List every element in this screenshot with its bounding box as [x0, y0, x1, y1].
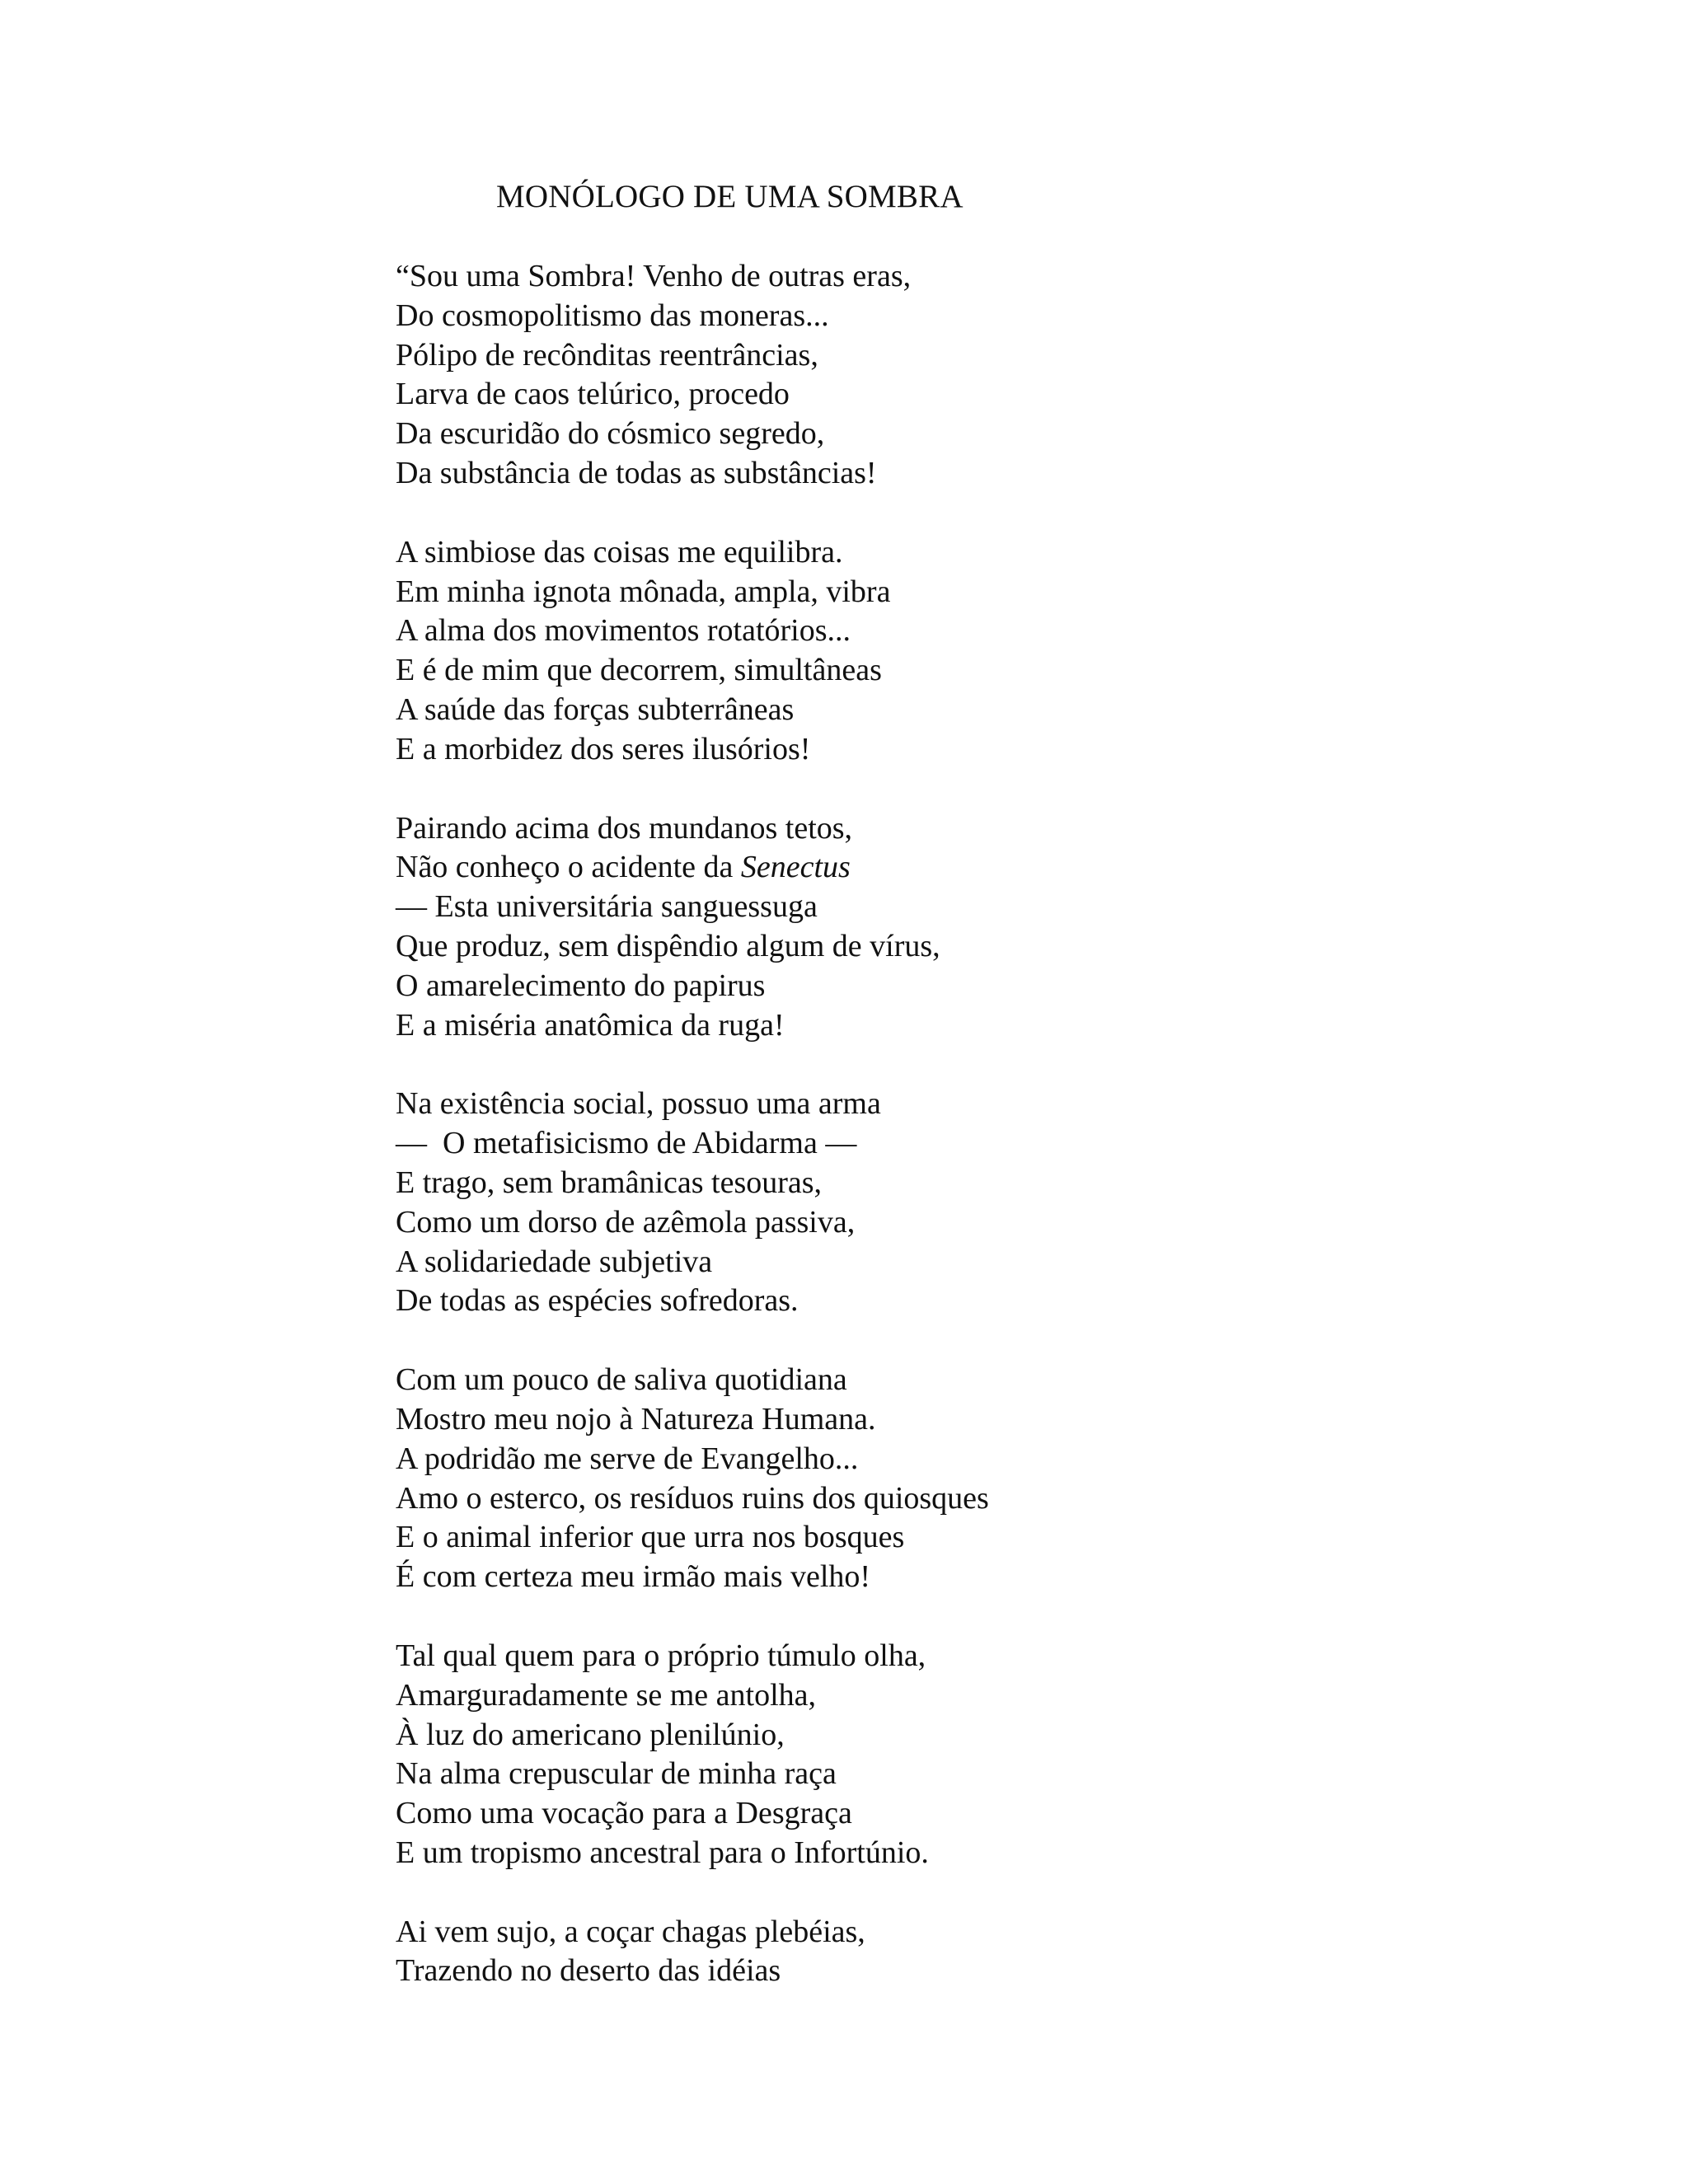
stanza-1 [396, 257, 1550, 494]
poem-line: A podridão me serve de Evangelho... [396, 1441, 859, 1476]
poem-line: Com um pouco de saliva quotidiana [396, 1362, 847, 1398]
poem-line: — Esta universitária sanguessuga [396, 889, 818, 925]
poem-line: E a morbidez dos seres ilusórios! [396, 731, 811, 766]
poem-line: Em minha ignota mônada, ampla, vibra [396, 574, 891, 609]
poem-line: A solidariedade subjetiva [396, 1244, 713, 1279]
poem-line: Mostro meu nojo à Natureza Humana. [396, 1401, 876, 1436]
poem-line: Amo o esterco, os resíduos ruins dos quiosques [396, 1480, 989, 1516]
poem-line: Na existência social, possuo uma arma [396, 1086, 881, 1122]
poem-line: Como uma vocação para a Desgraça [396, 1796, 852, 1831]
poem-line: Da escuridão do cósmico segredo, [396, 416, 825, 452]
stanza-6 [396, 1637, 1550, 1873]
poem-line: Tal qual quem para o próprio túmulo olha, [396, 1638, 926, 1673]
poem-line: A saúde das forças subterrâneas [396, 691, 795, 727]
poem-line: E o animal inferior que urra nos bosques [396, 1520, 905, 1555]
italic-word: Senectus [740, 850, 851, 885]
poem-line: A alma dos movimentos rotatórios... [396, 613, 851, 649]
poem-line: “Sou uma Sombra! Venho de outras eras, [396, 259, 912, 293]
poem-line: Trazendo no deserto das idéias [396, 1953, 781, 1989]
poem-line: O amarelecimento do papirus [396, 968, 766, 1003]
poem-line: A simbiose das coisas me equilibra. [396, 534, 843, 569]
poem-line: Que produz, sem dispêndio algum de vírus, [396, 928, 940, 963]
poem-body [396, 257, 1550, 2031]
poem-line: E é de mim que decorrem, simultâneas [396, 653, 882, 688]
poem-line: Como um dorso de azêmola passiva, [396, 1204, 856, 1240]
poem-line: Pairando acima dos mundanos tetos, [396, 810, 853, 846]
poem-line [396, 848, 1550, 888]
poem-line: Amarguradamente se me antolha, [396, 1677, 816, 1713]
poem-line: — O metafisicismo de Abidarma — [396, 1126, 857, 1161]
poem-line: Do cosmopolitismo das moneras... [396, 298, 829, 333]
poem-line: Na alma crepuscular de minha raça [396, 1756, 837, 1792]
poem-line-text: Não conheço o acidente da [396, 850, 741, 885]
poem-line: À luz do americano plenilúnio, [396, 1717, 785, 1752]
stanza-2 [396, 533, 1550, 770]
poem-line: Larva de caos telúrico, procedo [396, 377, 790, 412]
poem-line: De todas as espécies sofredoras. [396, 1283, 799, 1319]
stanza-3 [396, 809, 1550, 1046]
poem-line: E um tropismo ancestral para o Infortúnio. [396, 1835, 929, 1870]
poem-line: É com certeza meu irmão mais velho! [396, 1559, 871, 1595]
stanza-7 [396, 1913, 1550, 1992]
poem-line: E trago, sem bramânicas tesouras, [396, 1165, 823, 1200]
poem-line: Ai vem sujo, a coçar chagas plebéias, [396, 1914, 865, 1949]
poem-line: E a miséria anatômica da ruga! [396, 1007, 785, 1043]
poem-title: MONÓLOGO DE UMA SOMBRA [496, 179, 964, 214]
stanza-4 [396, 1085, 1550, 1321]
poem-line: Pólipo de recônditas reentrâncias, [396, 337, 818, 373]
poem-line: Da substância de todas as substâncias! [396, 455, 877, 490]
stanza-5 [396, 1361, 1550, 1597]
